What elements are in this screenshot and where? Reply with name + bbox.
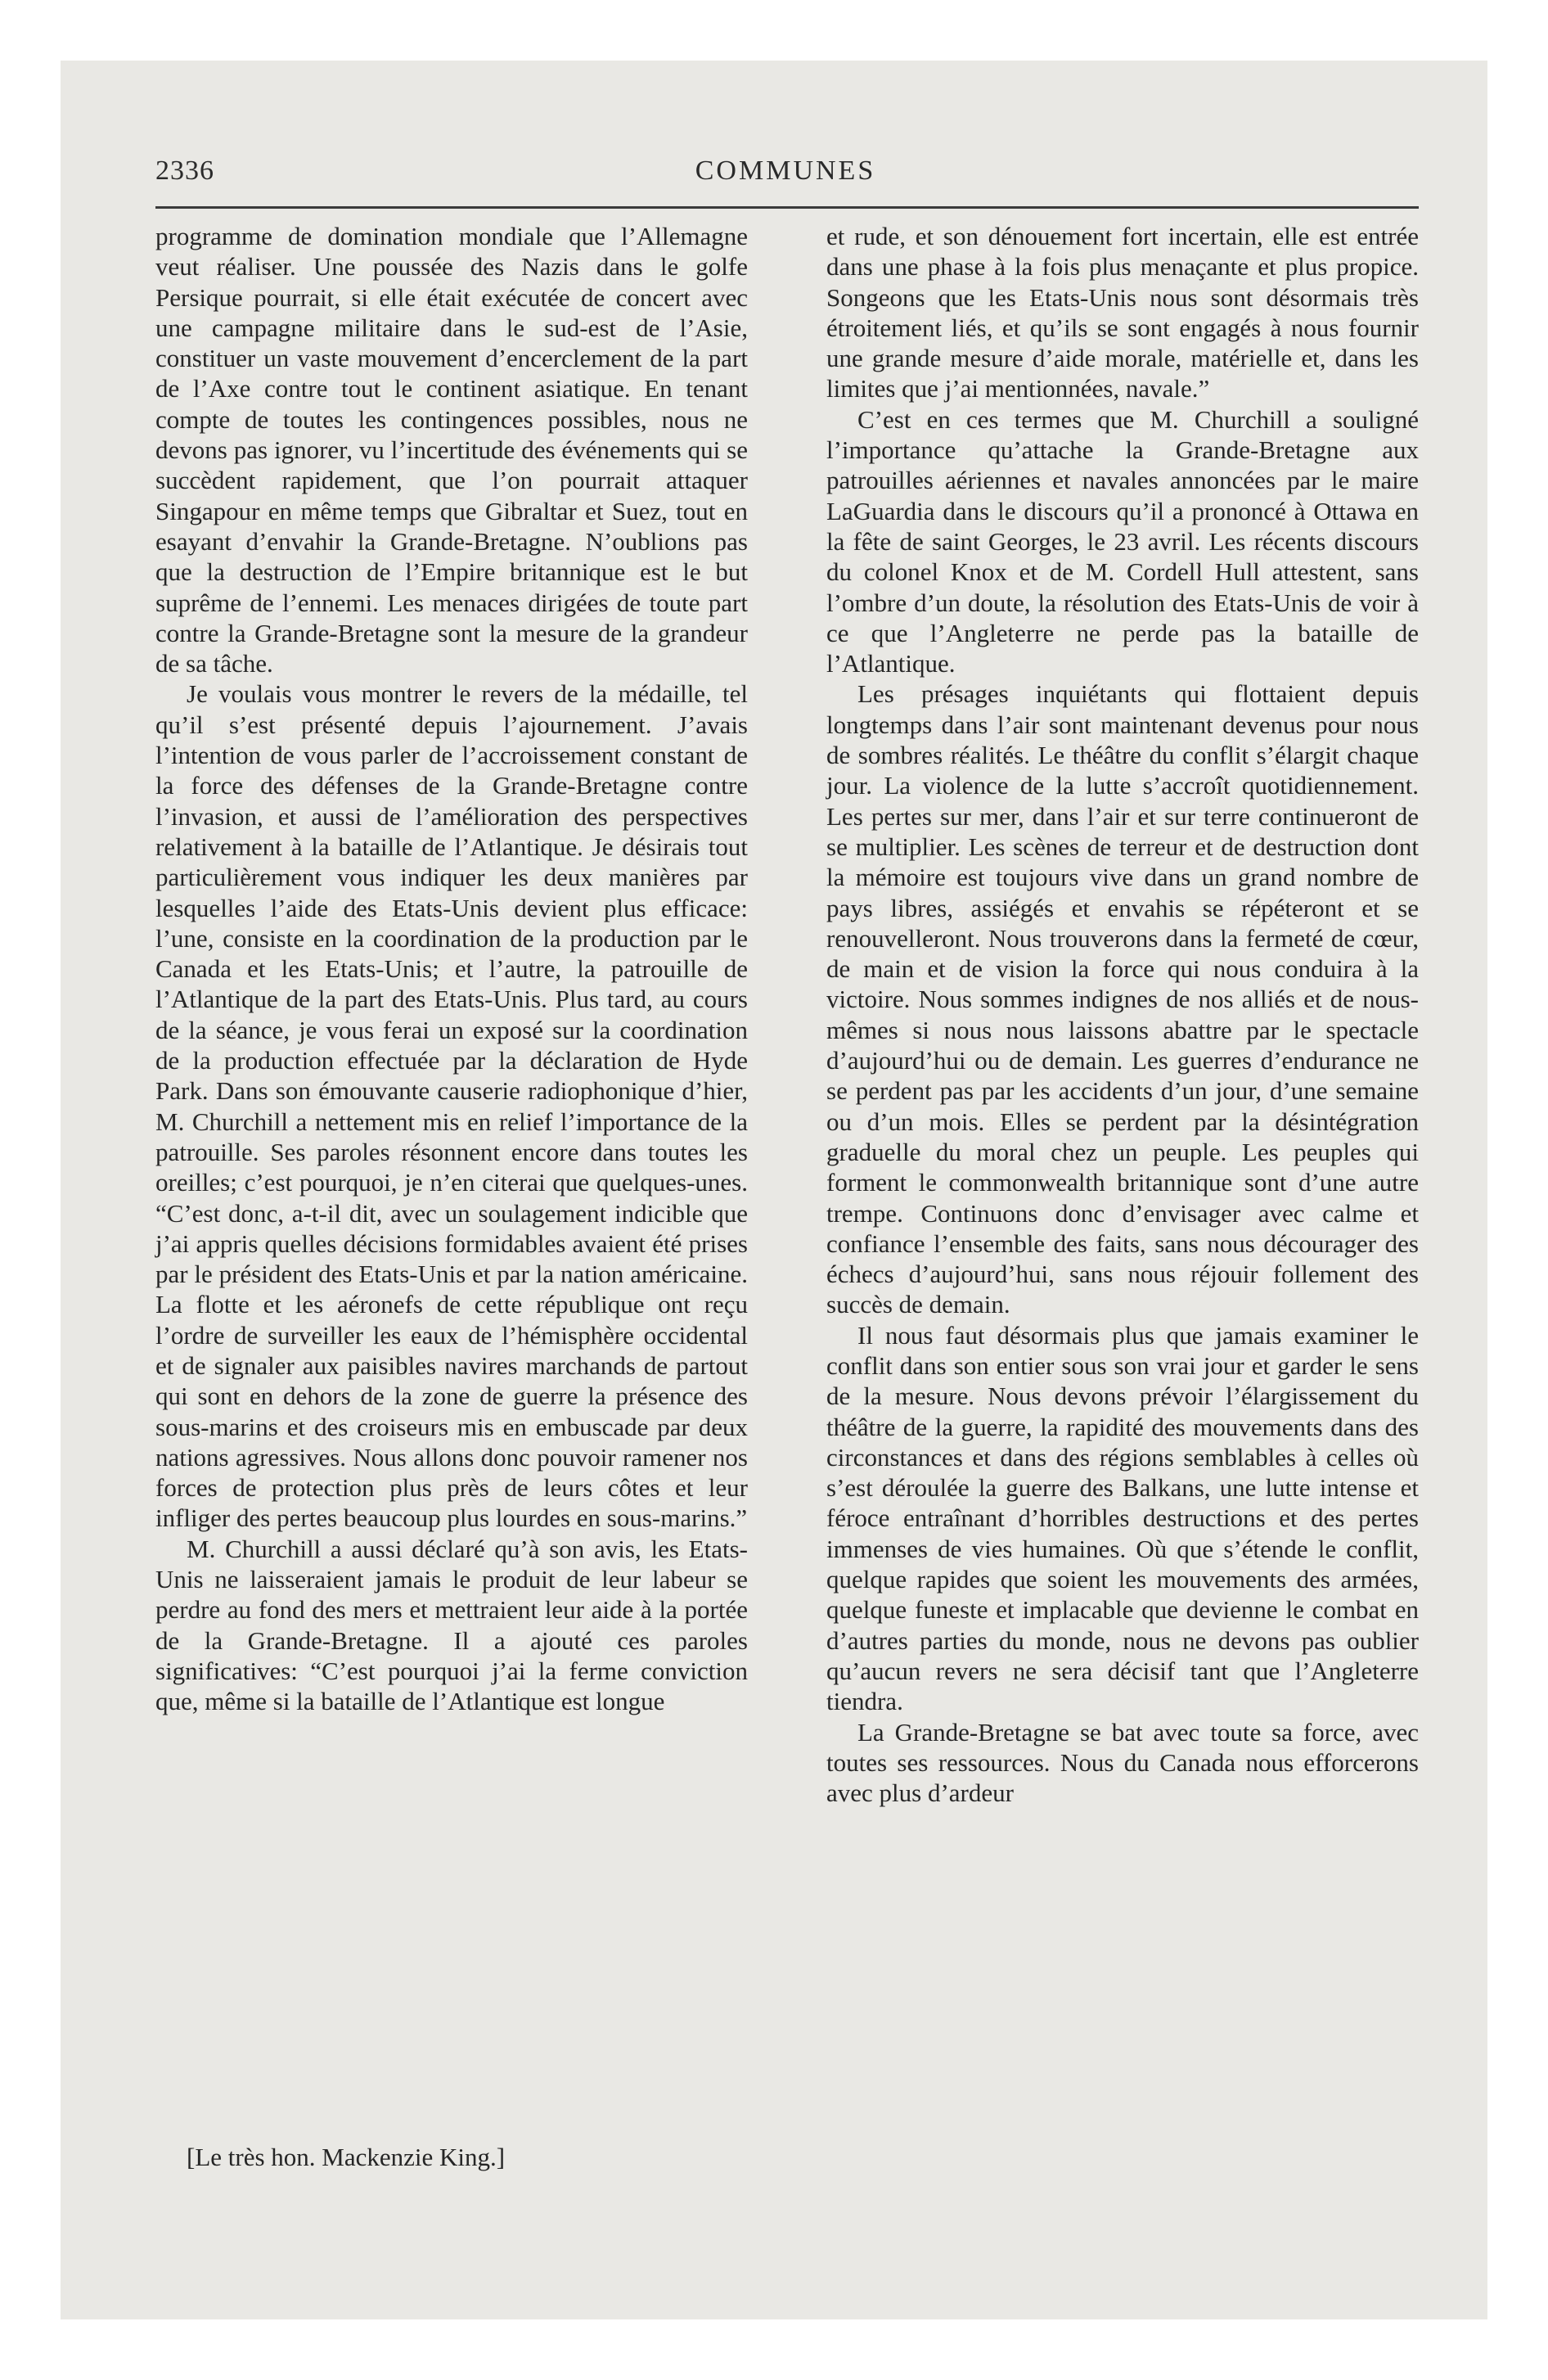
right-column	[826, 221, 1419, 1808]
page-header	[155, 156, 1415, 193]
paragraph: Je voulais vous montrer le revers de la médaille, tel qu’il s’est présenté depuis l’ajournement. J’avais l’intention de vous parler de l’accroissement constant de la force des défenses de la Grande-Bretagne contre l’invasion, et aussi de l’amélioration des perspectives relativement à la bataille de l’Atlantique. Je désirais tout particulièrement vous indiquer les deux manières par lesquelles l’aide des Etats-Unis devient plus efficace: l’une, consiste en la coordination de la production par le Canada et les Etats-Unis; et l’autre, la patrouille de l’Atlantique de la part des Etats-Unis. Plus tard, au cours de la séance, je vous ferai un exposé sur la coordination de la production effectuée par la déclaration de Hyde Park. Dans son émouvante causerie radiophonique d’hier, M. Churchill a nettement mis en relief l’importance de la patrouille. Ses paroles résonnent encore dans toutes les oreilles; c’est pourquoi, je n’en citerai que quelques-unes. “C’est donc, a-t-il dit, avec un soulagement indicible que j’ai appris quelles décisions formidables avaient été prises par le président des Etats-Unis et par la nation américaine. La flotte et les aéronefs de cette république ont reçu l’ordre de surveiller les eaux de l’hémisphère occidental et de signaler aux paisibles navires marchands de partout qui sont en dehors de la zone de guerre la présence des sous-marins et des croiseurs mis en embuscade par deux nations agressives. Nous allons donc pouvoir ramener nos forces de protection plus près de leurs côtes et leur infliger des pertes beaucoup plus lourdes en sous-marins.”	[155, 679, 748, 1533]
running-title: COMMUNES	[695, 156, 876, 186]
page-number: 2336	[155, 156, 214, 186]
paragraph: La Grande-Bretagne se bat avec toute sa force, avec toutes ses ressources. Nous du Canada nous efforcerons avec plus d’ardeur	[826, 1717, 1419, 1808]
header-rule	[155, 206, 1419, 209]
speaker-attribution: [Le très hon. Mackenzie King.]	[187, 2143, 506, 2171]
paragraph: et rude, et son dénouement fort incertain, elle est entrée dans une phase à la fois plus menaçante et plus propice. Songeons que les Etats-Unis nous sont désormais très étroitement liés, et qu’ils se sont engagés à nous fournir une grande mesure d’aide morale, matérielle et, dans les limites que j’ai mentionnées, navale.”	[826, 222, 1419, 403]
paragraph: C’est en ces termes que M. Churchill a souligné l’importance qu’attache la Grande-Bretagne aux patrouilles aériennes et navales annoncées par le maire LaGuardia dans le discours qu’il a prononcé à Ottawa en la fête de saint Georges, le 23 avril. Les récents discours du colonel Knox et de M. Cordell Hull attestent, sans l’ombre d’un doute, la résolution des Etats-Unis de voir à ce que l’Angleterre ne perde pas la bataille de l’Atlantique.	[826, 404, 1419, 678]
paragraph: Il nous faut désormais plus que jamais examiner le conflit dans son entier sous son vrai jour et garder le sens de la mesure. Nous devons prévoir l’élargissement du théâtre de la guerre, la rapidité des mouvements dans des circonstances et dans des régions semblables à celles où s’est déroulée la guerre des Balkans, une lutte intense et féroce entraînant d’horribles destructions et des pertes immenses de vies humaines. Où que s’étende le conflit, quelque rapides que soient les mouvements des armées, quelque funeste et implacable que devienne le combat en d’autres parties du monde, nous ne devons pas oublier qu’aucun revers ne sera décisif tant que l’Angleterre tiendra.	[826, 1320, 1419, 1716]
paragraph: Les présages inquiétants qui flottaient depuis longtemps dans l’air sont maintenant devenus pour nous de sombres réalités. Le théâtre du conflit s’élargit chaque jour. La violence de la lutte s’accroît quotidiennement. Les pertes sur mer, dans l’air et sur terre continueront de se multiplier. Les scènes de terreur et de destruction dont la mémoire est toujours vive dans un grand nombre de pays libres, assiégés et envahis se répéteront et se renouvelleront. Nous trouverons dans la fermeté de cœur, de main et de vision la force qui nous conduira à la victoire. Nous sommes indignes de nos alliés et de nous-mêmes si nous nous laissons abattre par le spectacle d’aujourd’hui ou de demain. Les guerres d’endurance ne se perdent pas par les accidents d’un jour, d’une semaine ou d’un mois. Elles se perdent par la désintégration graduelle du moral chez un peuple. Les peuples qui forment le commonwealth britannique sont d’une autre trempe. Continuons donc d’envisager avec calme et confiance l’ensemble des faits, sans nous décourager des échecs d’aujourd’hui, sans nous réjouir follement des succès de demain.	[826, 679, 1419, 1319]
left-column	[155, 221, 748, 1717]
paragraph: programme de domination mondiale que l’Allemagne veut réaliser. Une poussée des Nazis dans le golfe Persique pourrait, si elle était exécutée de concert avec une campagne militaire dans le sud-est de l’Asie, constituer un vaste mouvement d’encerclement de la part de l’Axe contre tout le continent asiatique. En tenant compte de toutes les contingences possibles, nous ne devons pas ignorer, vu l’incertitude des événements qui se succèdent rapidement, que l’on pourrait attaquer Singapour en même temps que Gibraltar et Suez, tout en esayant d’envahir la Grande-Bretagne. N’oublions pas que la destruction de l’Empire britannique est le but suprême de l’ennemi. Les menaces dirigées de toute part contre la Grande-Bretagne sont la mesure de la grandeur de sa tâche.	[155, 222, 748, 678]
paragraph: M. Churchill a aussi déclaré qu’à son avis, les Etats-Unis ne laisseraient jamais le produit de leur labeur se perdre au fond des mers et mettraient leur aide à la portée de la Grande-Bretagne. Il a ajouté ces paroles significatives: “C’est pourquoi j’ai la ferme conviction que, même si la bataille de l’Atlantique est longue	[155, 1534, 748, 1716]
